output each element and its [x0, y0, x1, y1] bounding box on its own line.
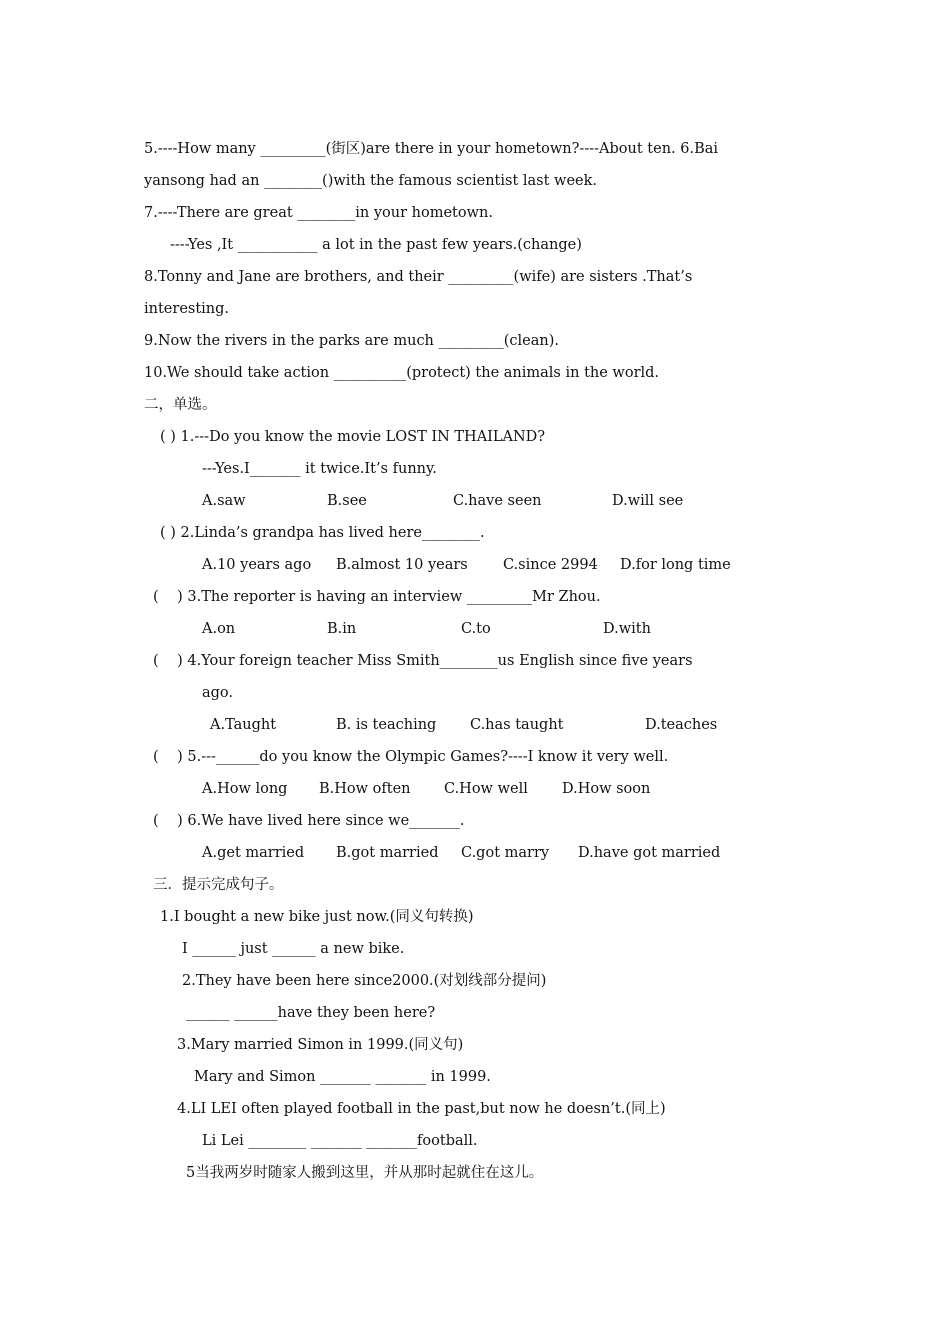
choice-q5-option-c: C.How well	[444, 781, 528, 797]
choice-q5-option-d: D.How soon	[562, 781, 651, 797]
choice-q2-option-d: D.for long time	[620, 557, 731, 573]
sentence-4-answer: Li Lei ________ _______ _______football.	[202, 1133, 478, 1149]
fill-q7-answer: ----Yes ,It ___________ a lot in the past few years.(change)	[170, 237, 582, 253]
choice-q1-option-c: C.have seen	[453, 493, 542, 509]
choice-q1: ( ) 1.---Do you know the movie LOST IN THAILAND?	[160, 429, 546, 445]
section-heading-choice: 二，单选。	[144, 397, 217, 413]
choice-q3-option-a: A.on	[202, 621, 236, 637]
choice-q3-option-c: C.to	[461, 621, 491, 637]
choice-q4: ( ) 4.Your foreign teacher Miss Smith________us English since five years	[153, 653, 693, 669]
choice-q6: ( ) 6.We have lived here since we_______.	[153, 813, 465, 829]
choice-q5-option-b: B.How often	[319, 781, 411, 797]
fill-q8: 8.Tonny and Jane are brothers, and their _________(wife) are sisters .That’s	[144, 269, 693, 285]
choice-q4-option-a: A.Taught	[210, 717, 277, 733]
choice-q4-option-b: B. is teaching	[336, 717, 437, 733]
choice-q5: ( ) 5.---______do you know the Olympic Games?----I know it very well.	[153, 749, 669, 765]
choice-q3-option-d: D.with	[603, 621, 651, 637]
fill-q8-cont: interesting.	[144, 301, 230, 317]
choice-q3: ( ) 3.The reporter is having an interview _________Mr Zhou.	[153, 589, 601, 605]
choice-q1-option-b: B.see	[327, 493, 367, 509]
choice-q6-option-c: C.got marry	[461, 845, 550, 861]
choice-q1-option-d: D.will see	[612, 493, 684, 509]
sentence-1: 1.I bought a new bike just now.(同义句转换)	[160, 909, 474, 925]
choice-q2-option-c: C.since 2994	[503, 557, 598, 573]
choice-q6-option-d: D.have got married	[578, 845, 721, 861]
fill-q7: 7.----There are great ________in your hometown.	[144, 205, 493, 221]
choice-q2-option-a: A.10 years ago	[202, 557, 312, 573]
choice-q1-option-a: A.saw	[202, 493, 246, 509]
sentence-5: 5当我两岁时随家人搬到这里，并从那时起就住在这儿。	[186, 1165, 544, 1181]
section-heading-sentences: 三．提示完成句子。	[153, 877, 284, 893]
sentence-2-answer: ______ ______have they been here?	[186, 1005, 436, 1021]
choice-q6-option-b: B.got married	[336, 845, 439, 861]
choice-q6-option-a: A.get married	[202, 845, 305, 861]
sentence-3: 3.Mary married Simon in 1999.(同义句)	[177, 1037, 464, 1053]
choice-q1-line2: ---Yes.I_______ it twice.It’s funny.	[202, 461, 437, 477]
choice-q2-option-b: B.almost 10 years	[336, 557, 468, 573]
choice-q3-option-b: B.in	[327, 621, 357, 637]
sentence-1-answer: I ______ just ______ a new bike.	[182, 941, 405, 957]
choice-q4-option-d: D.teaches	[645, 717, 718, 733]
sentence-4: 4.LI LEI often played football in the past,but now he doesn’t.(同上)	[177, 1101, 666, 1117]
choice-q5-option-a: A.How long	[202, 781, 288, 797]
choice-q4-option-c: C.has taught	[470, 717, 564, 733]
choice-q4-line2: ago.	[202, 685, 234, 701]
choice-q2: ( ) 2.Linda’s grandpa has lived here________.	[160, 525, 485, 541]
fill-q6: yansong had an ________()with the famous scientist last week.	[144, 173, 598, 189]
fill-q9: 9.Now the rivers in the parks are much _________(clean).	[144, 333, 560, 349]
fill-q10: 10.We should take action __________(protect) the animals in the world.	[144, 365, 660, 381]
fill-q5: 5.----How many _________(街区)are there in your hometown?----About ten. 6.Bai	[144, 141, 719, 157]
sentence-3-answer: Mary and Simon _______ _______ in 1999.	[194, 1069, 491, 1085]
sentence-2: 2.They have been here since2000.(对划线部分提问)	[182, 973, 547, 989]
